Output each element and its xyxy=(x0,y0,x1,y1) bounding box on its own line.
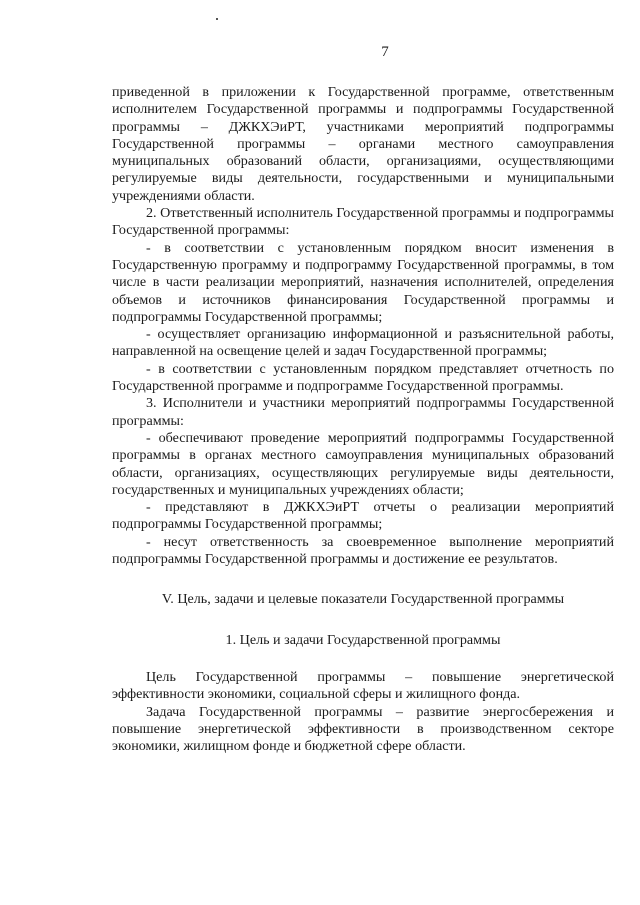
page-number: 7 xyxy=(381,44,389,60)
paragraph: приведенной в приложении к Государственной программе, ответственным исполнителем Государственной программы и подпрограммы Государственной программы – ДЖКХЭиРТ, участниками мероприятий подпрограммы Государственной программы – органами местного самоуправления муниципальных образований области, организациями, осуществляющими регулируемые виды деятельности, государственными и муниципальными учреждениями области. xyxy=(112,84,614,204)
list-item: - несут ответственность за своевременное выполнение мероприятий подпрограммы Государственной программы и достижение ее результатов. xyxy=(112,533,614,568)
section-heading: V. Цель, задачи и целевые показатели Государственной программы xyxy=(161,591,565,608)
paragraph: 2. Ответственный исполнитель Государственной программы и подпрограммы Государственной программы: xyxy=(112,205,614,239)
paragraph: Задача Государственной программы – развитие энергосбережения и повышение энергетической эффективности в производственном секторе экономики, жилищном фонде и бюджетной сфере области. xyxy=(112,703,614,755)
list-item: - в соответствии с установленным порядком представляет отчетность по Государственной программе и подпрограмме Государственной программы. xyxy=(112,360,614,395)
list-item: - обеспечивают проведение мероприятий подпрограммы Государственной программы в органах местного самоуправления муниципальных образований области, организациях, осуществляющих регулируемые виды деятельности, государственных и муниципальных учреждениях области; xyxy=(112,429,614,498)
paragraph: 3. Исполнители и участники мероприятий подпрограммы Государственной программы: xyxy=(112,395,614,429)
scan-speck xyxy=(216,18,218,20)
subsection-heading: 1. Цель и задачи Государственной программы xyxy=(225,631,501,648)
document-body xyxy=(112,84,614,755)
list-item: - в соответствии с установленным порядком вносит изменения в Государственную программу и подпрограмму Государственной программы, в том числе в части реализации мероприятий, назначения исполнителей, определения объемов и источников финансирования Государственной программы и подпрограммы Государственной программы; xyxy=(112,239,614,325)
list-item: - представляют в ДЖКХЭиРТ отчеты о реализации мероприятий подпрограммы Государственной программы; xyxy=(112,499,614,533)
list-item: - осуществляет организацию информационной и разъяснительной работы, направленной на освещение целей и задач Государственной программы; xyxy=(112,326,614,360)
paragraph: Цель Государственной программы – повышение энергетической эффективности экономики, социальной сферы и жилищного фонда. xyxy=(112,668,614,703)
